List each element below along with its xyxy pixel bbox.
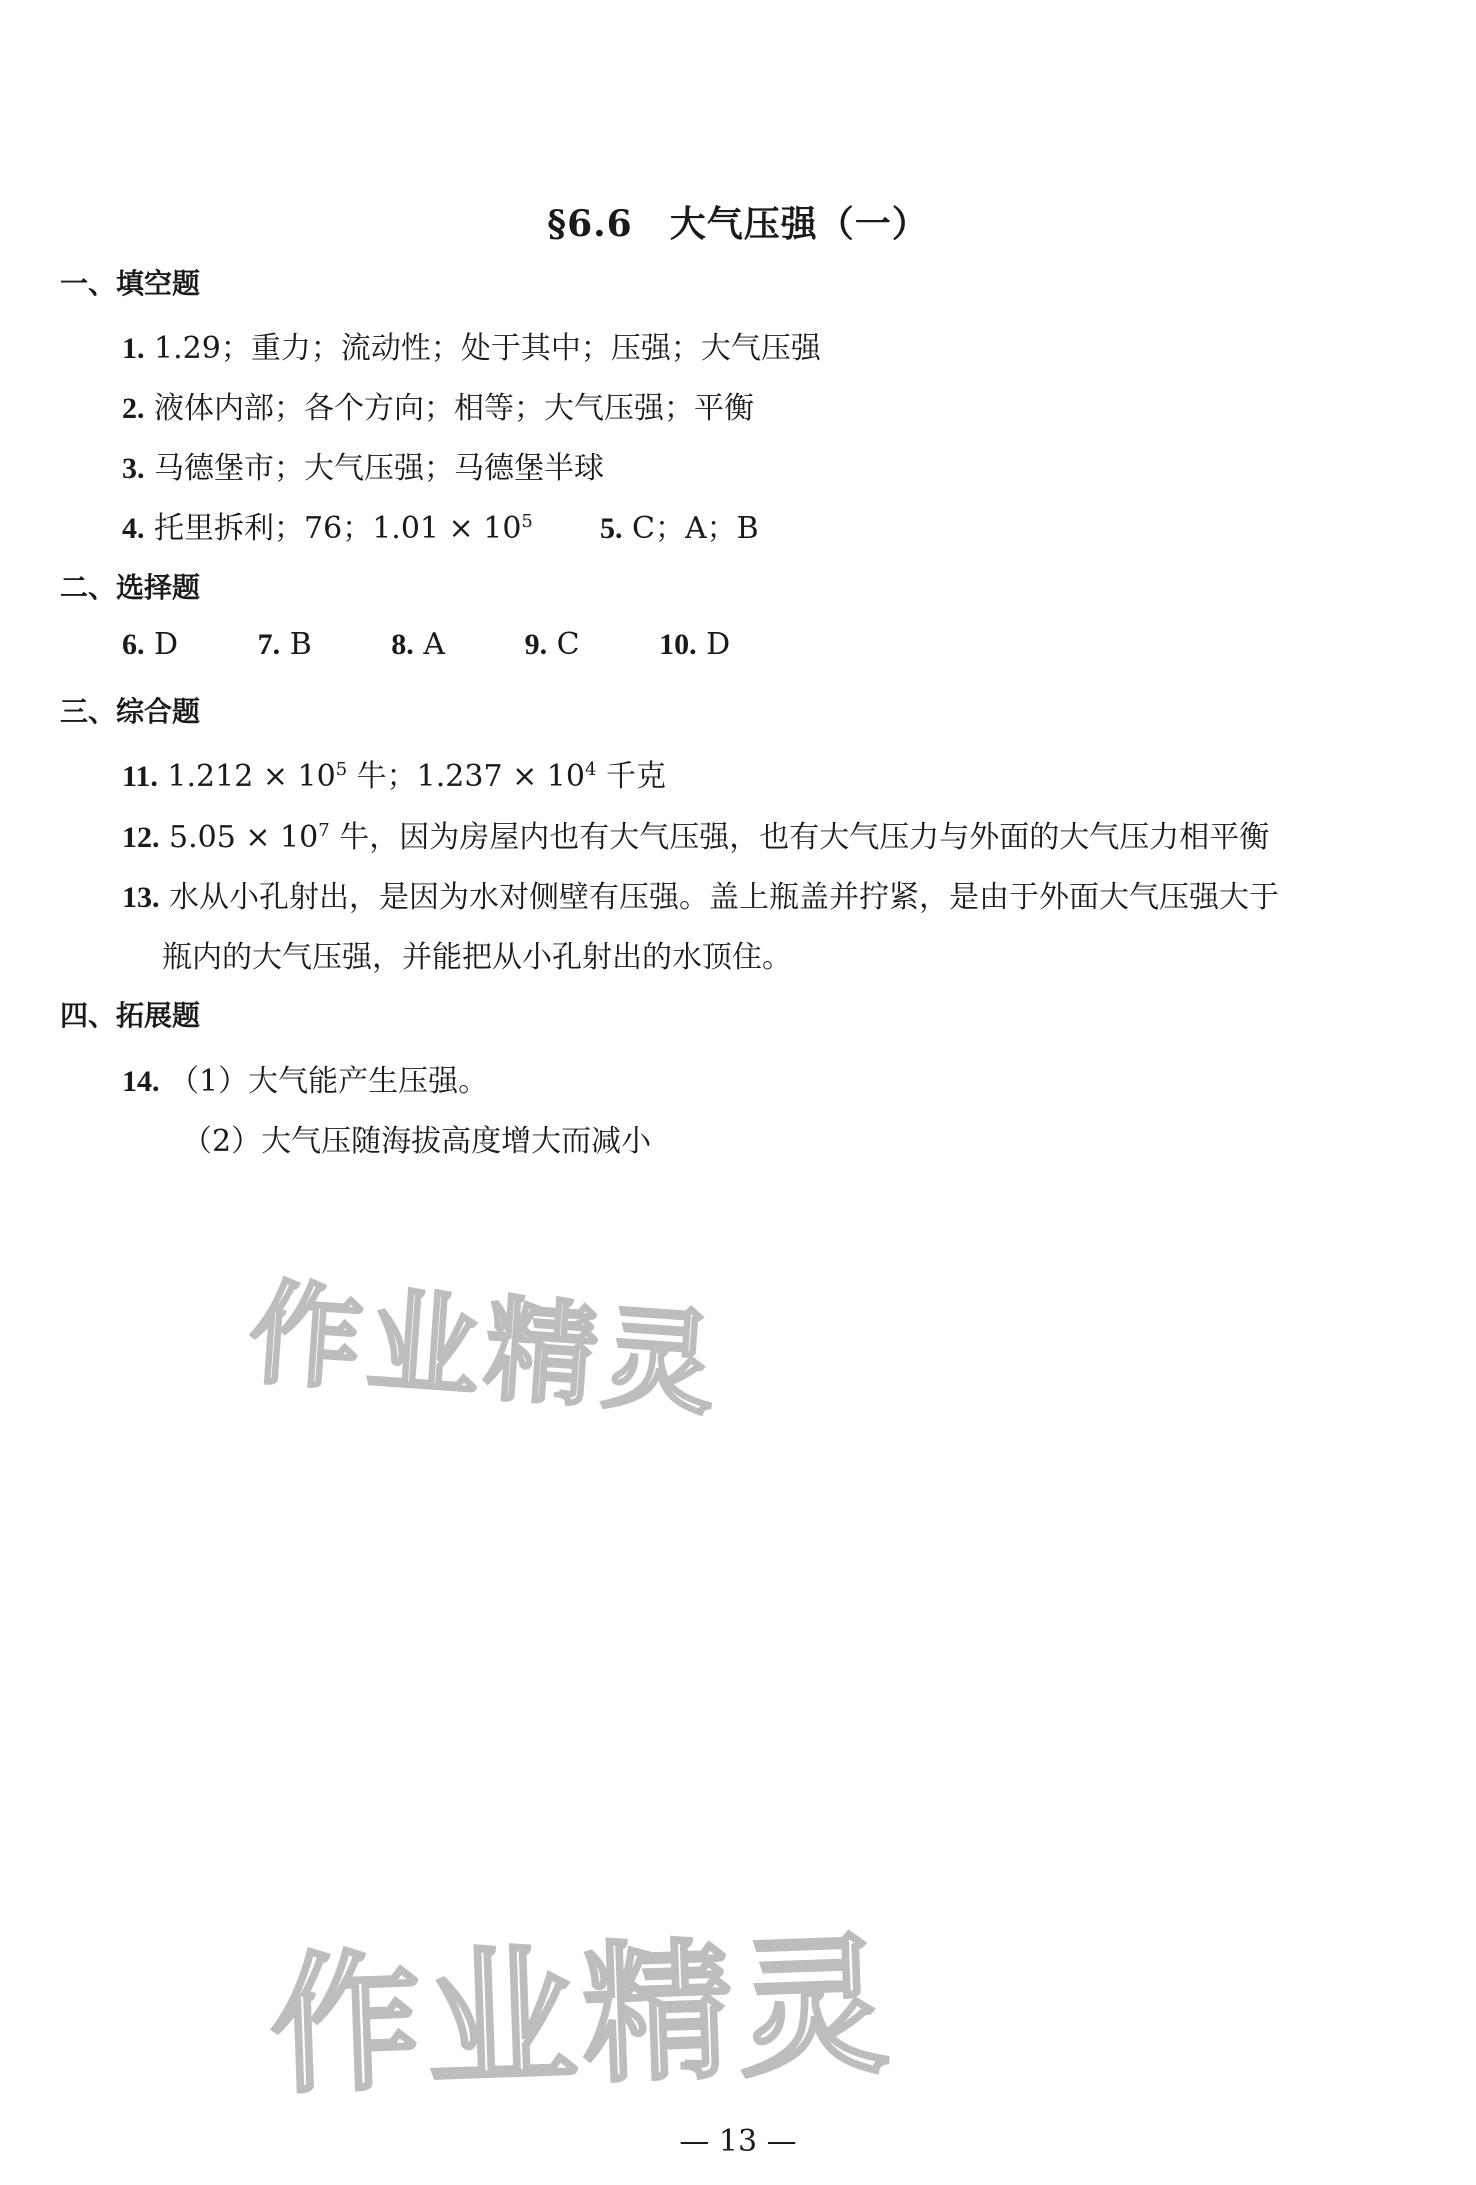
answer-text: 1.29；重力；流动性；处于其中；压强；大气压强 (154, 331, 821, 366)
question-number: 5. (599, 512, 623, 545)
question-number: 14. (122, 1065, 160, 1098)
answer-text: （1）大气能产生压强。 (169, 1064, 489, 1099)
question-number: 7. (257, 628, 281, 661)
question-number: 12. (122, 821, 160, 854)
answer-letter: A (423, 627, 446, 662)
page-title: §6.6 大气压强（一） (547, 203, 929, 245)
answer-q1 (122, 323, 821, 367)
answer-text: 1.212 × 10 (167, 759, 336, 794)
question-number: 11. (122, 760, 158, 793)
watermark: 作业精灵 (245, 1268, 726, 1432)
answer-text: 马德堡市；大气压强；马德堡半球 (154, 451, 605, 486)
answer-text: 牛；1.237 × 10 (347, 759, 585, 794)
question-number: 9. (524, 628, 548, 661)
section-heading-fill-blank: 一、填空题 (60, 267, 201, 300)
choice-answer (258, 627, 312, 662)
question-number: 3. (122, 452, 145, 485)
answer-text: 5.05 × 10 (169, 820, 319, 855)
choice-answer (391, 627, 445, 662)
answer-text: 千克 (596, 759, 666, 794)
answer-text: 液体内部；各个方向；相等；大气压强；平衡 (154, 391, 755, 426)
question-number: 6. (122, 628, 145, 661)
answer-q4-q5 (122, 503, 759, 547)
exponent: 7 (318, 820, 330, 841)
answer-text: 托里拆利；76；1.01 × 10 (154, 511, 522, 546)
page-number: — 13 — (679, 2124, 797, 2159)
question-number: 13. (122, 881, 160, 914)
answer-text: C；A；B (632, 511, 759, 546)
question-number: 4. (122, 512, 145, 545)
watermark: 作业精灵 (267, 1919, 898, 2115)
section-heading-extension: 四、拓展题 (60, 999, 201, 1032)
answer-q12 (122, 812, 1269, 856)
answer-q13 (122, 872, 1279, 916)
section-heading-multiple-choice: 二、选择题 (60, 571, 201, 604)
question-number: 1. (122, 332, 145, 365)
question-number: 8. (391, 628, 414, 661)
exponent: 5 (335, 759, 348, 780)
answer-text: 水从小孔射出，是因为水对侧壁有压强。盖上瓶盖并拧紧，是由于外面大气压强大于 (169, 880, 1280, 915)
answer-letter: D (706, 627, 731, 662)
section-heading-comprehensive: 三、综合题 (60, 695, 201, 728)
answer-choice-row (122, 627, 800, 662)
question-number: 2. (122, 392, 145, 425)
question-number: 10. (659, 628, 697, 661)
exponent: 5 (521, 511, 533, 532)
exponent: 4 (584, 759, 597, 780)
answer-q3 (122, 443, 604, 487)
answer-q2 (122, 383, 754, 427)
answer-q11 (122, 751, 666, 795)
answer-q14-part2: （2）大气压随海拔高度增大而减小 (182, 1124, 652, 1159)
answer-letter: B (289, 627, 312, 662)
answer-q13-continued: 瓶内的大气压强，并能把从小孔射出的水顶住。 (162, 940, 792, 975)
answer-letter: D (154, 627, 179, 662)
choice-answer (122, 627, 178, 662)
answer-text: 牛，因为房屋内也有大气压强，也有大气压力与外面的大气压力相平衡 (329, 820, 1270, 855)
answer-letter: C (556, 627, 580, 662)
answer-q14 (122, 1056, 488, 1100)
choice-answer (659, 627, 730, 662)
choice-answer (525, 627, 580, 662)
